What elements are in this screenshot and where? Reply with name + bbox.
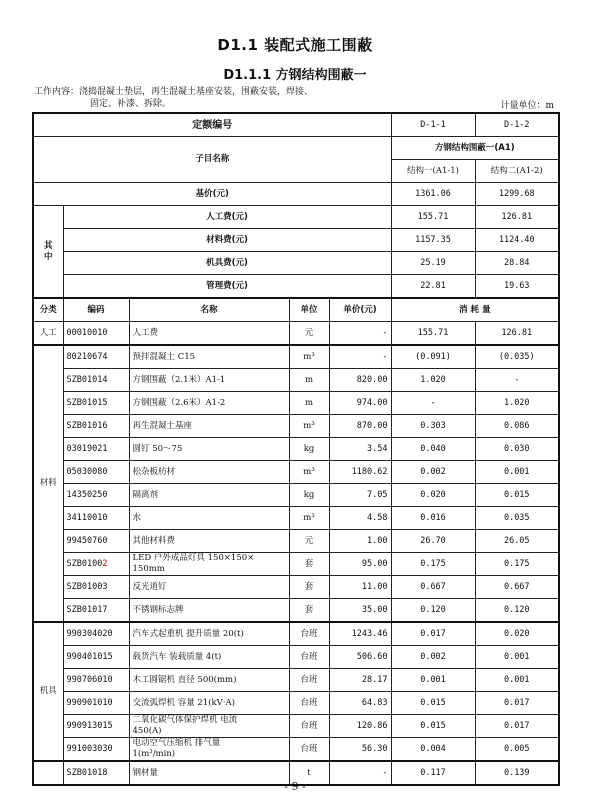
item-consumption-2: 0.017 xyxy=(475,715,559,738)
item-unit: 台班 xyxy=(289,715,329,738)
item-price: 3.54 xyxy=(329,438,391,461)
item-unit: m³ xyxy=(289,345,329,369)
item-code: 34110010 xyxy=(63,507,129,530)
item-name: 隔离剂 xyxy=(129,484,289,507)
item-unit: 套 xyxy=(289,576,329,599)
cost-value-2: 19.63 xyxy=(475,275,559,299)
table-row xyxy=(33,484,559,507)
item-consumption-2: (0.035) xyxy=(475,345,559,369)
item-name-line: 电动空气压缩机 排气量 xyxy=(132,738,221,748)
item-name: 方钢围蔽（2.1米）A1-1 xyxy=(129,369,289,392)
col-code: 编码 xyxy=(63,298,129,322)
item-code: SZB01015 xyxy=(63,392,129,415)
item-unit: 台班 xyxy=(289,669,329,692)
item-price: 974.00 xyxy=(329,392,391,415)
item-price: 820.00 xyxy=(329,369,391,392)
steel-code: SZB01018 xyxy=(63,761,129,785)
page-number: - 9 - xyxy=(284,780,306,793)
item-code: 990913015 xyxy=(63,715,129,738)
cost-label: 机具费(元) xyxy=(63,252,391,275)
item-consumption-1: 0.667 xyxy=(391,576,475,599)
base-price-1: 1361.06 xyxy=(391,183,475,206)
of-which-label: 其 中 xyxy=(33,206,63,299)
item-unit: 套 xyxy=(289,553,329,576)
table-row xyxy=(33,461,559,484)
table-row xyxy=(33,576,559,599)
item-name xyxy=(129,622,289,646)
item-price: 1243.46 xyxy=(329,622,391,646)
cost-row xyxy=(33,252,559,275)
table-row xyxy=(33,438,559,461)
item-unit: 台班 xyxy=(289,622,329,646)
item-price: 7.05 xyxy=(329,484,391,507)
col-price: 单价(元) xyxy=(329,298,391,322)
work-content-line-2: 固定、补漆、拆除。 xyxy=(90,99,172,109)
item-unit: 元 xyxy=(289,322,329,346)
quota-code-2: D-1-2 xyxy=(475,113,559,137)
item-name-line: 150mm xyxy=(132,564,165,574)
item-code: 990706010 xyxy=(63,669,129,692)
cost-value-2: 28.84 xyxy=(475,252,559,275)
item-name xyxy=(129,738,289,762)
item-code: 05030080 xyxy=(63,461,129,484)
col-category: 分类 xyxy=(33,298,63,322)
item-price: 506.60 xyxy=(329,646,391,669)
item-consumption-1: 0.002 xyxy=(391,461,475,484)
table-row xyxy=(33,692,559,715)
item-consumption-2: 0.001 xyxy=(475,646,559,669)
item-unit: 台班 xyxy=(289,692,329,715)
item-consumption-1: - xyxy=(391,392,475,415)
item-consumption-1: 0.017 xyxy=(391,622,475,646)
item-group-name: 方钢结构围蔽一(A1) xyxy=(391,137,559,160)
item-consumption-2: 0.001 xyxy=(475,461,559,484)
item-consumption-2: 0.120 xyxy=(475,599,559,623)
steel-unit: t xyxy=(289,761,329,785)
table-row xyxy=(33,715,559,738)
item-name: 再生混凝土基座 xyxy=(129,415,289,438)
quota-code-label: 定额编号 xyxy=(33,113,391,137)
cost-value-1: 1157.35 xyxy=(391,229,475,252)
item-unit: kg xyxy=(289,484,329,507)
item-price: 1.00 xyxy=(329,530,391,553)
item-consumption-2: - xyxy=(475,369,559,392)
item-consumption-1: (0.091) xyxy=(391,345,475,369)
table-row xyxy=(33,507,559,530)
item-unit: 套 xyxy=(289,599,329,623)
base-price-2: 1299.68 xyxy=(475,183,559,206)
item-consumption-1: 0.120 xyxy=(391,599,475,623)
item-consumption-2: 126.81 xyxy=(475,322,559,346)
table-row xyxy=(33,345,559,369)
item-unit: m³ xyxy=(289,415,329,438)
item-unit: 台班 xyxy=(289,646,329,669)
cost-label: 材料费(元) xyxy=(63,229,391,252)
item-name xyxy=(129,692,289,715)
item-name: 水 xyxy=(129,507,289,530)
item-consumption-1: 1.020 xyxy=(391,369,475,392)
item-price: 28.17 xyxy=(329,669,391,692)
item-code: 99450760 xyxy=(63,530,129,553)
item-consumption-1: 26.70 xyxy=(391,530,475,553)
quota-code-1: D-1-1 xyxy=(391,113,475,137)
cost-value-1: 22.81 xyxy=(391,275,475,299)
cost-row xyxy=(33,275,559,299)
item-unit: kg xyxy=(289,438,329,461)
item-unit: m xyxy=(289,392,329,415)
item-name-line: 450(A) xyxy=(132,726,162,736)
item-name-line: 木工圆锯机 直径 500(mm) xyxy=(132,674,237,685)
item-name-2: 结构二(A1-2) xyxy=(475,160,559,183)
item-name: 反光道钉 xyxy=(129,576,289,599)
item-name: 不锈钢标志牌 xyxy=(129,599,289,623)
item-price: 35.00 xyxy=(329,599,391,623)
item-unit: 台班 xyxy=(289,738,329,762)
work-content-line-1: 工作内容：浇捣混凝土垫层，再生混凝土基座安装，围蔽安装，焊接、 xyxy=(34,87,314,97)
item-consumption-2: 0.020 xyxy=(475,622,559,646)
item-price: 120.86 xyxy=(329,715,391,738)
table-row xyxy=(33,369,559,392)
item-name xyxy=(129,553,289,576)
col-unit: 单位 xyxy=(289,298,329,322)
item-consumption-1: 0.001 xyxy=(391,669,475,692)
item-consumption-2: 0.030 xyxy=(475,438,559,461)
item-consumption-1: 0.016 xyxy=(391,507,475,530)
item-name-line: 汽车式起重机 提升质量 20(t) xyxy=(132,628,244,639)
category-cell: 材料 xyxy=(33,345,63,622)
table-row xyxy=(33,738,559,762)
item-name: 其他材料费 xyxy=(129,530,289,553)
table-row xyxy=(33,669,559,692)
item-name: 方钢围蔽（2.6米）A1-2 xyxy=(129,392,289,415)
header-group-row xyxy=(33,137,559,160)
steel-name: 钢材量 xyxy=(129,761,289,785)
cost-row xyxy=(33,206,559,229)
item-consumption-2: 0.017 xyxy=(475,692,559,715)
item-name-line: LED 户外成品灯具 150×150× xyxy=(132,553,255,563)
item-code: 990901010 xyxy=(63,692,129,715)
item-name-line: 交流弧焊机 容量 21(kV·A) xyxy=(132,697,235,708)
item-name-label: 子目名称 xyxy=(33,137,391,183)
page-subtitle: D1.1.1 方钢结构围蔽一 xyxy=(223,68,367,83)
steel-price: - xyxy=(329,761,391,785)
item-name: 圆钉 50～75 xyxy=(129,438,289,461)
item-consumption-2: 0.005 xyxy=(475,738,559,762)
item-price: - xyxy=(329,345,391,369)
item-name-line: 二氧化碳气体保护焊机 电流 xyxy=(132,715,238,725)
item-code: 00010010 xyxy=(63,322,129,346)
item-consumption-2: 0.015 xyxy=(475,484,559,507)
page-title: D1.1 装配式施工围蔽 xyxy=(217,36,373,54)
table-row xyxy=(33,599,559,623)
item-code: SZB01014 xyxy=(63,369,129,392)
table-row xyxy=(33,622,559,646)
item-consumption-1: 0.175 xyxy=(391,553,475,576)
item-code: 991003030 xyxy=(63,738,129,762)
table-row xyxy=(33,530,559,553)
cost-row xyxy=(33,229,559,252)
item-price: 870.00 xyxy=(329,415,391,438)
base-price-label: 基价(元) xyxy=(33,183,391,206)
cost-label: 管理费(元) xyxy=(63,275,391,299)
item-code: 80210674 xyxy=(63,345,129,369)
measurement-unit: 计量单位：m xyxy=(500,101,554,111)
item-unit: m³ xyxy=(289,461,329,484)
item-unit: m³ xyxy=(289,507,329,530)
item-price: 1180.62 xyxy=(329,461,391,484)
steel-consumption-1: 0.117 xyxy=(391,761,475,785)
item-consumption-1: 0.015 xyxy=(391,715,475,738)
item-code: SZB01003 xyxy=(63,576,129,599)
item-name-line: 载货汽车 装载质量 4(t) xyxy=(132,651,222,662)
item-code: SZB01017 xyxy=(63,599,129,623)
item-price: 11.00 xyxy=(329,576,391,599)
col-consumption: 消 耗 量 xyxy=(391,298,559,322)
item-consumption-1: 0.303 xyxy=(391,415,475,438)
cost-label: 人工费(元) xyxy=(63,206,391,229)
detail-header-row xyxy=(33,298,559,322)
table-row xyxy=(33,553,559,576)
cost-value-1: 25.19 xyxy=(391,252,475,275)
item-code: SZB01016 xyxy=(63,415,129,438)
cost-value-2: 126.81 xyxy=(475,206,559,229)
item-name: 预拌混凝土 C15 xyxy=(129,345,289,369)
item-code: 990401015 xyxy=(63,646,129,669)
item-code-part: SZB0100 xyxy=(66,558,103,569)
header-code-row xyxy=(33,113,559,137)
item-consumption-2: 0.001 xyxy=(475,669,559,692)
table-row xyxy=(33,322,559,346)
base-price-row xyxy=(33,183,559,206)
item-consumption-1: 0.040 xyxy=(391,438,475,461)
item-consumption-2: 26.05 xyxy=(475,530,559,553)
item-name-line: 1(m³/min) xyxy=(132,749,176,759)
item-price: 95.00 xyxy=(329,553,391,576)
item-price: 56.30 xyxy=(329,738,391,762)
cost-value-1: 155.71 xyxy=(391,206,475,229)
item-code xyxy=(63,553,129,576)
item-consumption-2: 1.020 xyxy=(475,392,559,415)
item-name xyxy=(129,646,289,669)
item-consumption-1: 155.71 xyxy=(391,322,475,346)
steel-consumption-2: 0.139 xyxy=(475,761,559,785)
category-cell: 人工 xyxy=(33,322,63,346)
table-row xyxy=(33,392,559,415)
category-cell: 机具 xyxy=(33,622,63,761)
item-consumption-1: 0.015 xyxy=(391,692,475,715)
item-consumption-2: 0.035 xyxy=(475,507,559,530)
item-price: - xyxy=(329,322,391,346)
item-consumption-2: 0.175 xyxy=(475,553,559,576)
item-name xyxy=(129,715,289,738)
item-consumption-1: 0.004 xyxy=(391,738,475,762)
item-name xyxy=(129,669,289,692)
table-row xyxy=(33,415,559,438)
item-price: 4.58 xyxy=(329,507,391,530)
item-name: 人工费 xyxy=(129,322,289,346)
item-name-1: 结构一(A1-1) xyxy=(391,160,475,183)
item-unit: 元 xyxy=(289,530,329,553)
table-row xyxy=(33,646,559,669)
item-consumption-1: 0.020 xyxy=(391,484,475,507)
work-content xyxy=(34,86,494,110)
item-price: 64.83 xyxy=(329,692,391,715)
cost-value-2: 1124.40 xyxy=(475,229,559,252)
item-consumption-2: 0.667 xyxy=(475,576,559,599)
item-consumption-1: 0.002 xyxy=(391,646,475,669)
item-unit: m xyxy=(289,369,329,392)
item-code: 14350250 xyxy=(63,484,129,507)
item-code-part-highlight: 2 xyxy=(102,558,108,569)
col-name: 名称 xyxy=(129,298,289,322)
item-code: 990304020 xyxy=(63,622,129,646)
item-consumption-2: 0.086 xyxy=(475,415,559,438)
item-name: 松杂板枋材 xyxy=(129,461,289,484)
item-code: 03019021 xyxy=(63,438,129,461)
quota-table xyxy=(32,112,560,786)
